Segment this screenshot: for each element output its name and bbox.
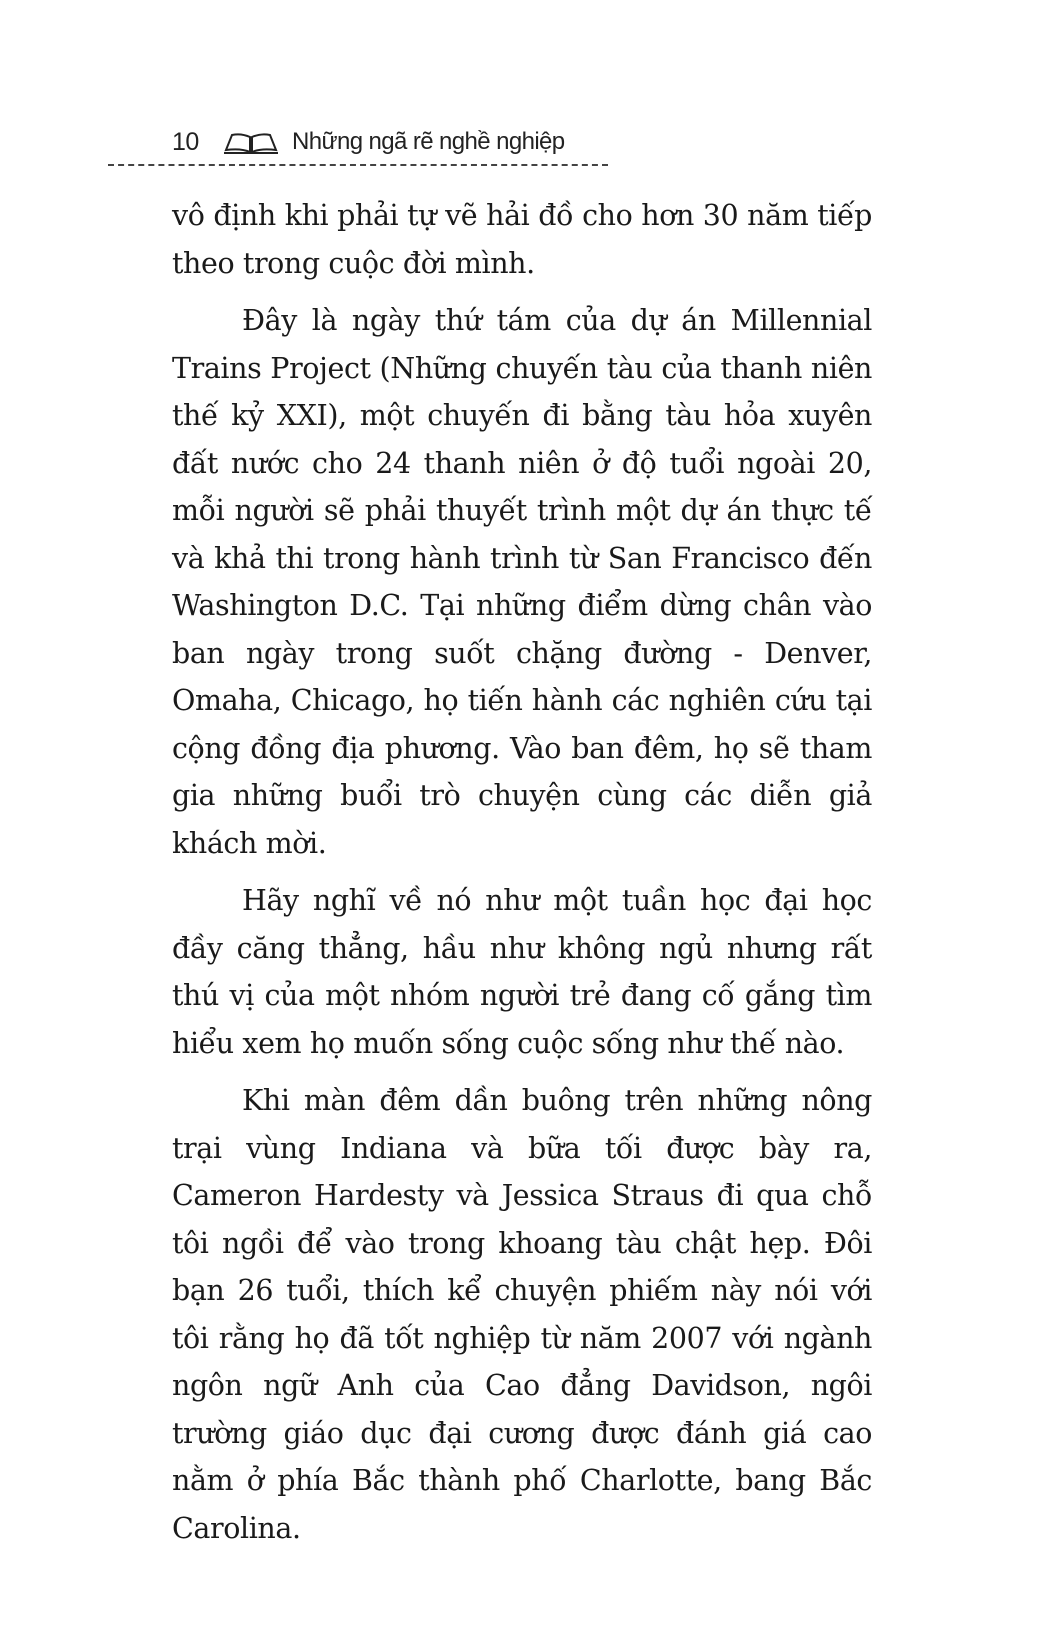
paragraph-continuation: vô định khi phải tự vẽ hải đồ cho hơn 30 năm tiếp theo trong cuộc đời mình. <box>172 199 872 280</box>
paragraph: Khi màn đêm dần buông trên những nông trại vùng Indiana và bữa tối được bày ra, Cameron Hardesty và Jessica Straus đi qua chỗ tôi ngồi để vào trong khoang tàu chật hẹp. Đôi bạn 26 tuổi, thích kể chuyện phiếm này nói với tôi rằng họ đã tốt nghiệp từ năm 2007 với ngành ngôn ngữ Anh của Cao đẳng Davidson, ngôi trường giáo dục đại cương được đánh giá cao nằm ở phía Bắc thành phố Charlotte, bang Bắc Carolina. <box>172 1084 872 1545</box>
body-text <box>172 192 872 1562</box>
page-number: 10 <box>172 128 199 156</box>
open-book-icon <box>224 132 278 154</box>
book-title: Những ngã rẽ nghề nghiệp <box>292 128 565 155</box>
paragraph: Hãy nghĩ về nó như một tuần học đại học đầy căng thẳng, hầu như không ngủ nhưng rất thú vị của một nhóm người trẻ đang cố gắng tìm hiểu xem họ muốn sống cuộc sống như thế nào. <box>172 884 872 1060</box>
header-divider <box>108 164 608 166</box>
running-header <box>108 124 608 174</box>
paragraph: Đây là ngày thứ tám của dự án Millennial Trains Project (Những chuyến tàu của thanh niên thế kỷ XXI), một chuyến đi bằng tàu hỏa xuyên đất nước cho 24 thanh niên ở độ tuổi ngoài 20, mỗi người sẽ phải thuyết trình một dự án thực tế và khả thi trong hành trình từ San Francisco đến Washington D.C. Tại những điểm dừng chân vào ban ngày trong suốt chặng đường - Denver, Omaha, Chicago, họ tiến hành các nghiên cứu tại cộng đồng địa phương. Vào ban đêm, họ sẽ tham gia những buổi trò chuyện cùng các diễn giả khách mời. <box>172 304 872 860</box>
